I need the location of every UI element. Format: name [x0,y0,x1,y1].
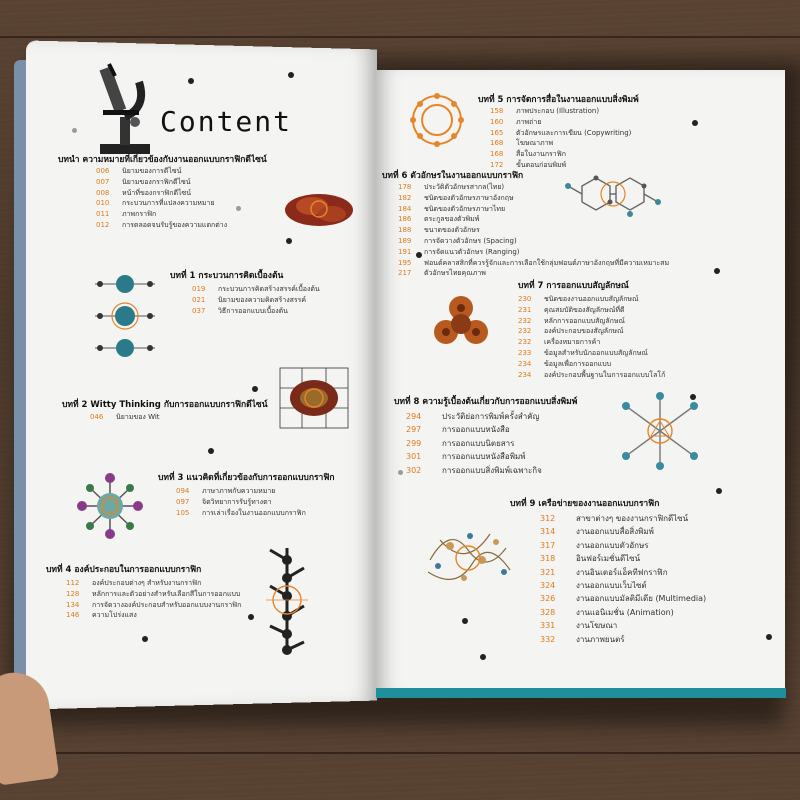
chapter-title-8: บทที่ 8 ความรู้เบื้องต้นเกี่ยวกับการออกแบบสิ่งพิมพ์ [394,397,578,407]
toc-entry: 312 สาขาต่างๆ ของงานกราฟิกดีไซน์ [540,514,689,523]
toc-entry: 097 จิตวิทยาการรับรู้ทางตา [176,497,272,506]
toc-entry: 037 วิธีการออกแบบเบื้องต้น [192,306,288,315]
wood-plank-seam [0,36,800,38]
toc-entry: 321 งานอินเตอร์แอ็คทีฟกราฟิก [540,567,668,577]
chapter-title-6: บทที่ 6 ตัวอักษรในงานออกแบบกราฟิก [382,171,524,181]
decor-dot [288,72,294,78]
wood-plank-seam [0,752,800,754]
chapter-title-1: บทที่ 1 กระบวนการคิดเบื้องต้น [170,271,284,281]
toc-entry: 010 กระบวนการที่แปลงความหมาย [96,199,215,208]
decor-dot [690,394,696,400]
toc-entry: 012 การตลอดจนรับรู้ของความแตกต่าง [96,220,228,229]
toc-entry: 318 อินฟอร์เมชั่นดีไซน์ [540,554,641,564]
toc-entry: 317 งานออกแบบตัวอักษร [540,540,649,550]
toc-entry: 178 ประวัติตัวอักษรสากล(ไทย) [398,183,505,191]
toc-entry: 134 การจัดวางองค์ประกอบสำหรับออกแบบงานกราฟิก [66,600,242,609]
toc-entry: 172 ขั้นตอนก่อนพิมพ์ [490,160,567,169]
toc-entry: 008 หน้าที่ของกราฟิกดีไซน์ [96,188,192,197]
toc-list-9 [540,512,706,646]
toc-entry: 302 การออกแบบสิ่งพิมพ์เฉพาะกิจ [406,465,542,475]
molecule-chain-illustration [262,540,312,662]
toc-entry: 011 ภาพกราฟิก [96,210,157,219]
decor-dot [252,386,258,392]
decor-dot [480,654,486,660]
toc-list-8 [406,410,542,477]
toc-entry: 094 ภาษาภาพกับความหมาย [176,487,276,495]
toc-list-7 [518,294,665,380]
chapter-title-9: บทที่ 9 เครือข่ายของงานออกแบบกราฟิก [510,499,660,509]
toc-entry: 021 นิยามของความคิดสร้างสรรค์ [192,295,307,304]
toc-entry: 184 ชนิดของตัวอักษรภาษาไทย [398,204,506,213]
decor-dot [236,206,241,211]
toc-entry: 314 งานออกแบบสื่อสิ่งพิมพ์ [540,527,654,537]
chapter-title-4: บทที่ 4 องค์ประกอบในการออกแบบกราฟิก [46,565,202,575]
toc-entry: 168 สื่อในงานกราฟิก [490,150,566,159]
toc-entry: 007 นิยามของกราฟิกดีไซน์ [96,177,191,186]
toc-entry: 112 องค์ประกอบต่างๆ สำหรับงานกราฟิก [66,579,202,587]
molecule-blob-illustration [282,188,356,232]
toc-entry: 328 งานแอนิเมชั่น (Animation) [540,607,674,617]
chapter-title-intro: บทนำ ความหมายที่เกี่ยวข้องกับงานออกแบบกราฟิกดีไซน์ [58,155,267,165]
toc-entry: 165 ตัวอักษรและการเขียน (Copywriting) [490,128,632,137]
toc-entry: 160 ภาพถ่าย [490,117,542,126]
toc-entry: 182 ชนิดของตัวอักษรภาษาอังกฤษ [398,193,514,202]
toc-entry: 158 ภาพประกอบ (Illustration) [490,107,600,115]
toc-entry: 186 ตระกูลของตัวพิมพ์ [398,215,480,224]
toc-entry: 105 การเล่าเรื่องในงานออกแบบกราฟิก [176,508,306,517]
decor-dot [462,618,468,624]
toc-entry: 217 ตัวอักษรไทยคุณภาพ [398,269,486,278]
toc-entry: 294 ประวัติย่อการพิมพ์ครั้งสำคัญ [406,412,540,421]
toc-list-1 [192,284,320,316]
molecule-star-illustration [612,392,708,470]
toc-list-2 [90,412,160,423]
decor-dot [714,268,720,274]
toc-entry: 232 องค์ประกอบของสัญลักษณ์ [518,327,624,336]
chapter-title-2: บทที่ 2 Witty Thinking กับการออกแบบกราฟิกดีไซน์ [62,400,268,410]
toc-list-intro [96,166,227,231]
toc-entry: 234 องค์ประกอบพื้นฐานในการออกแบบโลโก้ [518,370,666,379]
toc-entry: 006 นิยามของการดีไซน์ [96,167,182,175]
molecule-benzene-illustration [562,172,664,224]
toc-entry: 168 โฆษณาภาพ [490,139,554,148]
toc-entry: 230 ชนิดของงานออกแบบสัญลักษณ์ [518,295,639,303]
toc-entry: 332 งานภาพยนตร์ [540,634,625,644]
fullerene-illustration [402,92,472,148]
toc-entry: 189 การจัดวางตัวอักษร (Spacing) [398,236,517,245]
book-bottom-edge [376,688,786,698]
toc-entry: 233 ข้อมูลสำหรับนักออกแบบสัญลักษณ์ [518,348,648,357]
toc-list-4 [66,578,241,621]
toc-entry: 232 หลักการออกแบบสัญลักษณ์ [518,316,625,325]
molecule-protein-illustration [420,520,516,594]
toc-entry: 195 ฟอนต์คลาสสิกที่ควรรู้จักและการเลือกใช้กลุ่มฟอนต์ภาษาอังกฤษที่มีความเหมาะสม [398,258,670,267]
toc-entry: 324 งานออกแบบเว็บไซต์ [540,581,647,591]
toc-entry: 146 ความโปร่งแสง [66,611,137,620]
molecule-lattice-illustration [272,362,356,434]
chapter-title-5: บทที่ 5 การจัดการสื่อในงานออกแบบสิ่งพิมพ์ [478,95,639,105]
toc-entry: 046 นิยามของ Wit [90,413,160,421]
toc-entry: 331 งานโฆษณา [540,621,618,631]
decor-dot [142,636,148,642]
microscope-icon [95,62,155,157]
decor-dot [398,470,403,475]
toc-entry: 188 ขนาดของตัวอักษร [398,226,480,235]
chapter-title-3: บทที่ 3 แนวคิดที่เกี่ยวข้องกับการออกแบบกราฟิก [158,473,335,483]
toc-entry: 299 การออกแบบนิตยสาร [406,438,515,448]
decor-dot [188,78,194,84]
decor-dot [248,614,254,620]
toc-entry: 301 การออกแบบหนังสือพิมพ์ [406,452,526,462]
decor-dot [72,128,77,133]
chapter-title-7: บทที่ 7 การออกแบบสัญลักษณ์ [518,281,629,291]
decor-dot [766,634,772,640]
toc-entry: 326 งานออกแบบมัลติมีเดีย (Multimedia) [540,594,707,604]
toc-entry: 234 ข้อมูลเพื่อการออกแบบ [518,359,612,368]
toc-entry: 019 กระบวนการคิดสร้างสรรค์เบื้องต้น [192,285,320,293]
decor-dot [286,238,292,244]
toc-list-3 [176,486,306,518]
toc-entry: 232 เครื่องหมายการค้า [518,338,601,347]
toc-entry: 191 การจัดแนวตัวอักษร (Ranging) [398,247,520,256]
decor-dot [208,448,214,454]
molecule-stack-illustration [90,268,160,360]
decor-dot [416,252,422,258]
decor-dot [692,120,698,126]
toc-list-5 [490,106,631,171]
toc-entry: 297 การออกแบบหนังสือ [406,425,510,435]
molecule-ring-illustration [72,470,148,542]
decor-dot [716,488,722,494]
toc-entry: 128 หลักการและตัวอย่างสำหรับเลือกสีในการออกแบบ [66,589,241,598]
toc-entry: 231 คุณสมบัติของสัญลักษณ์ที่ดี [518,305,625,314]
page-title: Content [160,105,293,138]
molecule-cluster-illustration [430,294,492,350]
